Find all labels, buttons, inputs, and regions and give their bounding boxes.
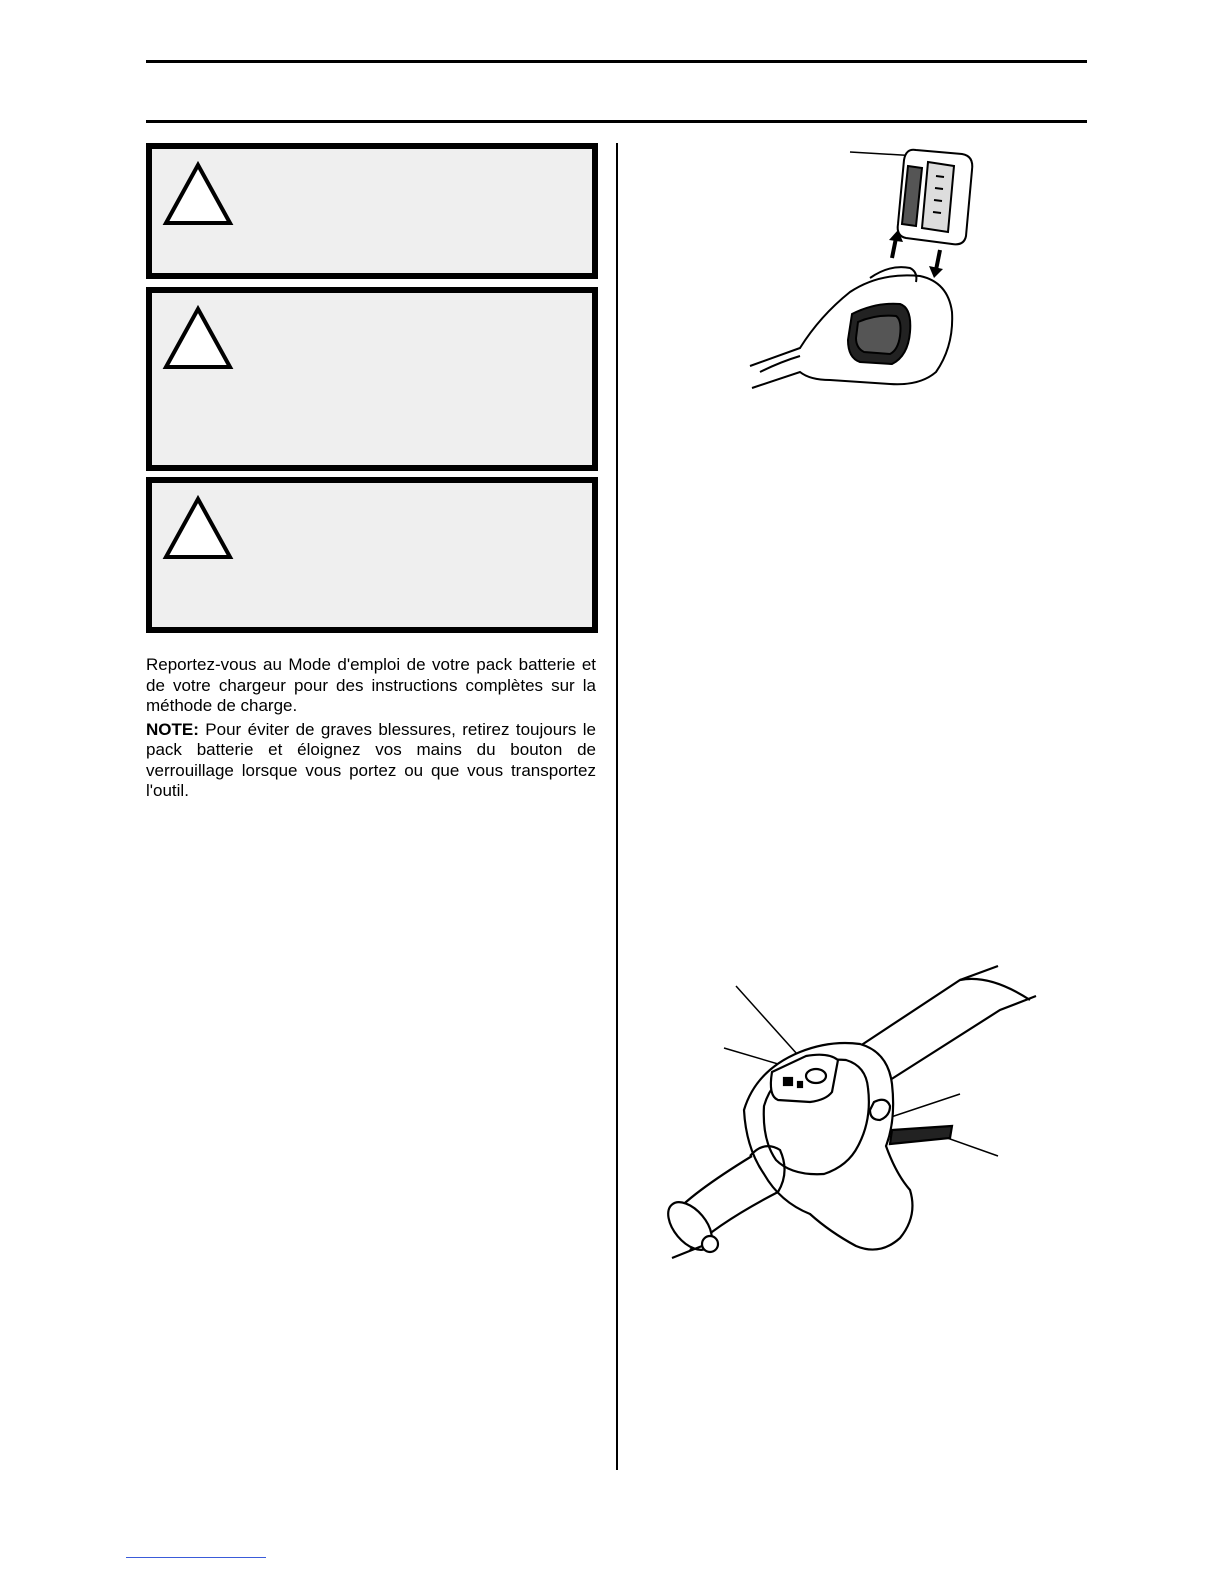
- battery-insertion-illustration: [740, 136, 990, 392]
- note-paragraph: [146, 720, 596, 802]
- handle-controls-illustration: [660, 960, 1050, 1270]
- handle-drawing: [660, 966, 1036, 1258]
- warning-box-3: [146, 477, 598, 633]
- warning-triangle-icon: [162, 305, 234, 371]
- warning-triangle-icon: [162, 495, 234, 561]
- warning-box-2: [146, 287, 598, 471]
- tool-housing-drawing: [750, 267, 952, 388]
- note-text: Pour éviter de graves blessures, retirez toujours le pack batterie et éloignez vos mains du bouton de verrouillage lorsque vous portez ou que vous transportez l'outil.: [146, 719, 596, 800]
- header-rule-bottom: [146, 120, 1087, 123]
- callout-leader-line: [736, 986, 806, 1064]
- footer-link-underline: [126, 1557, 266, 1558]
- charging-paragraph: Reportez-vous au Mode d'emploi de votre pack batterie et de votre chargeur pour des instructions complètes sur la méthode de charge.: [146, 655, 596, 715]
- warning-triangle-icon: [162, 161, 234, 227]
- note-label: NOTE:: [146, 719, 199, 739]
- arrow-down-icon: [929, 250, 943, 278]
- battery-pack-drawing: [898, 150, 973, 245]
- column-divider: [616, 143, 618, 1470]
- warning-box-1: [146, 143, 598, 279]
- header-rule-top: [146, 60, 1087, 63]
- instructions-text: [146, 655, 596, 805]
